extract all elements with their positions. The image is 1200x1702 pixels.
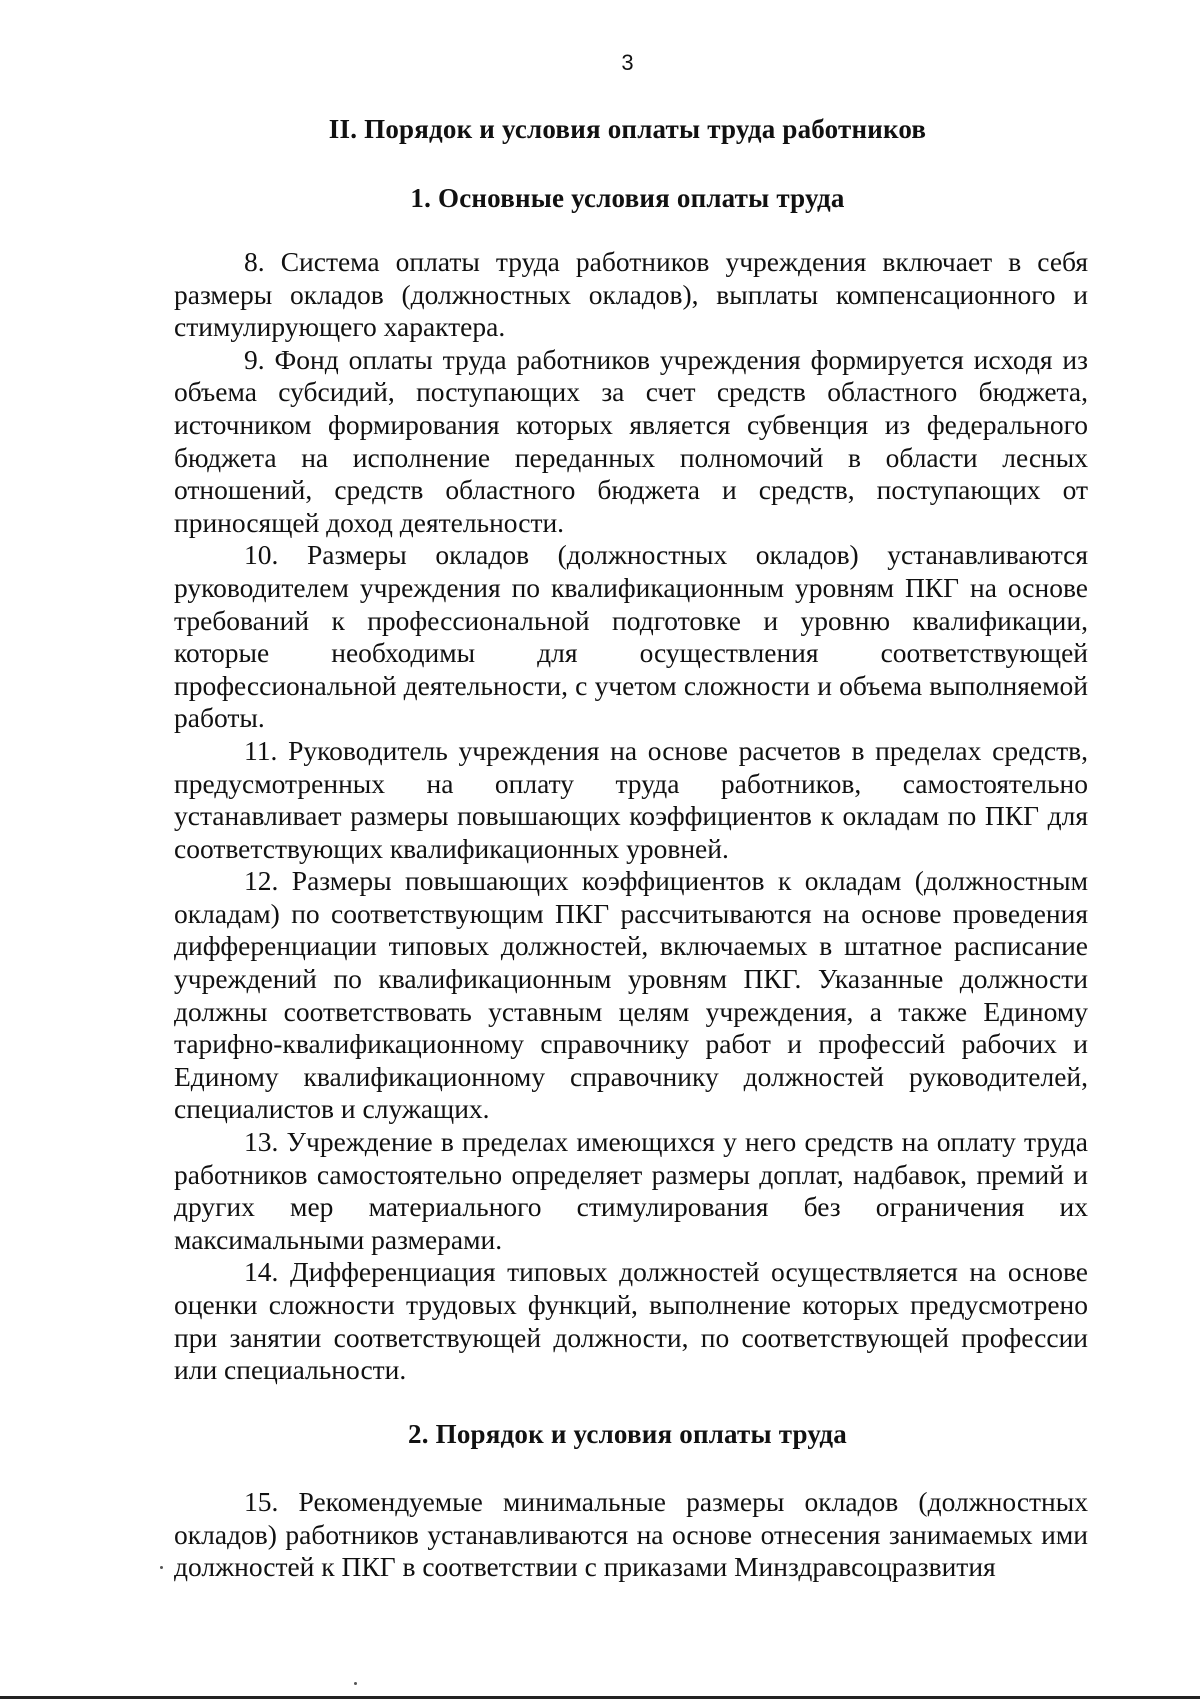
paragraph-10: 10. Размеры окладов (должностных окладов) устанавливаются руководителем учреждения по квалификационным уровням ПКГ на основе требований к профессиональной подготовке и уровню квалификации, которые необходимы для осуществления соответствующей профессиональной деятельности, с учетом сложности и объема выполняемой работы. xyxy=(174,539,1088,734)
scan-speck xyxy=(354,1682,357,1685)
page-number: 3 xyxy=(621,50,634,75)
paragraph-14: 14. Дифференциация типовых должностей осуществляется на основе оценки сложности трудовых функций, выполнение которых предусмотрено при занятии соответствующей должности, по соответствующей профессии или специальности. xyxy=(174,1256,1088,1386)
subsection-heading-payment-procedure: 2. Порядок и условия оплаты труда xyxy=(408,1419,847,1449)
section-heading: II. Порядок и условия оплаты труда работников xyxy=(328,114,927,144)
scan-bottom-edge xyxy=(0,1696,1200,1699)
paragraph-8: 8. Система оплаты труда работников учреждения включает в себя размеры окладов (должностных окладов), выплаты компенсационного и стимулирующего характера. xyxy=(174,246,1088,343)
text-block-payment-procedure xyxy=(174,1486,1088,1584)
scan-speck xyxy=(160,1566,163,1569)
subsection-heading-basic-conditions: 1. Основные условия оплаты труда xyxy=(410,183,845,213)
paragraph-13: 13. Учреждение в пределах имеющихся у него средств на оплату труда работников самостоятельно определяет размеры доплат, надбавок, премий и других мер материального стимулирования без ограничения их максимальными размерами. xyxy=(174,1126,1088,1255)
paragraph-12: 12. Размеры повышающих коэффициентов к окладам (должностным окладам) по соответствующим ПКГ рассчитываются на основе проведения дифференциации типовых должностей, включаемых в штатное расписание учреждений по квалификационным уровням ПКГ. Указанные должности должны соответствовать уставным целям учреждения, а также Единому тарифно-квалификационному справочнику работ и профессий рабочих и Единому квалификационному справочнику должностей руководителей, специалистов и служащих. xyxy=(174,865,1088,1125)
paragraph-9: 9. Фонд оплаты труда работников учреждения формируется исходя из объема субсидий, поступающих за счет средств областного бюджета, источником формирования которых является субвенция из федерального бюджета на исполнение переданных полномочий в области лесных отношений, средств областного бюджета и средств, поступающих от приносящей доход деятельности. xyxy=(174,343,1088,538)
paragraph-11: 11. Руководитель учреждения на основе расчетов в пределах средств, предусмотренных на оплату труда работников, самостоятельно устанавливает размеры повышающих коэффициентов к окладам по ПКГ для соответствующих квалификационных уровней. xyxy=(174,734,1088,864)
paragraph-15: 15. Рекомендуемые минимальные размеры окладов (должностных окладов) работников устанавливаются на основе отнесения занимаемых ими должностей к ПКГ в соответствии с приказами Минздравсоцразвития xyxy=(174,1486,1088,1583)
text-block-basic-conditions xyxy=(174,246,1088,1387)
